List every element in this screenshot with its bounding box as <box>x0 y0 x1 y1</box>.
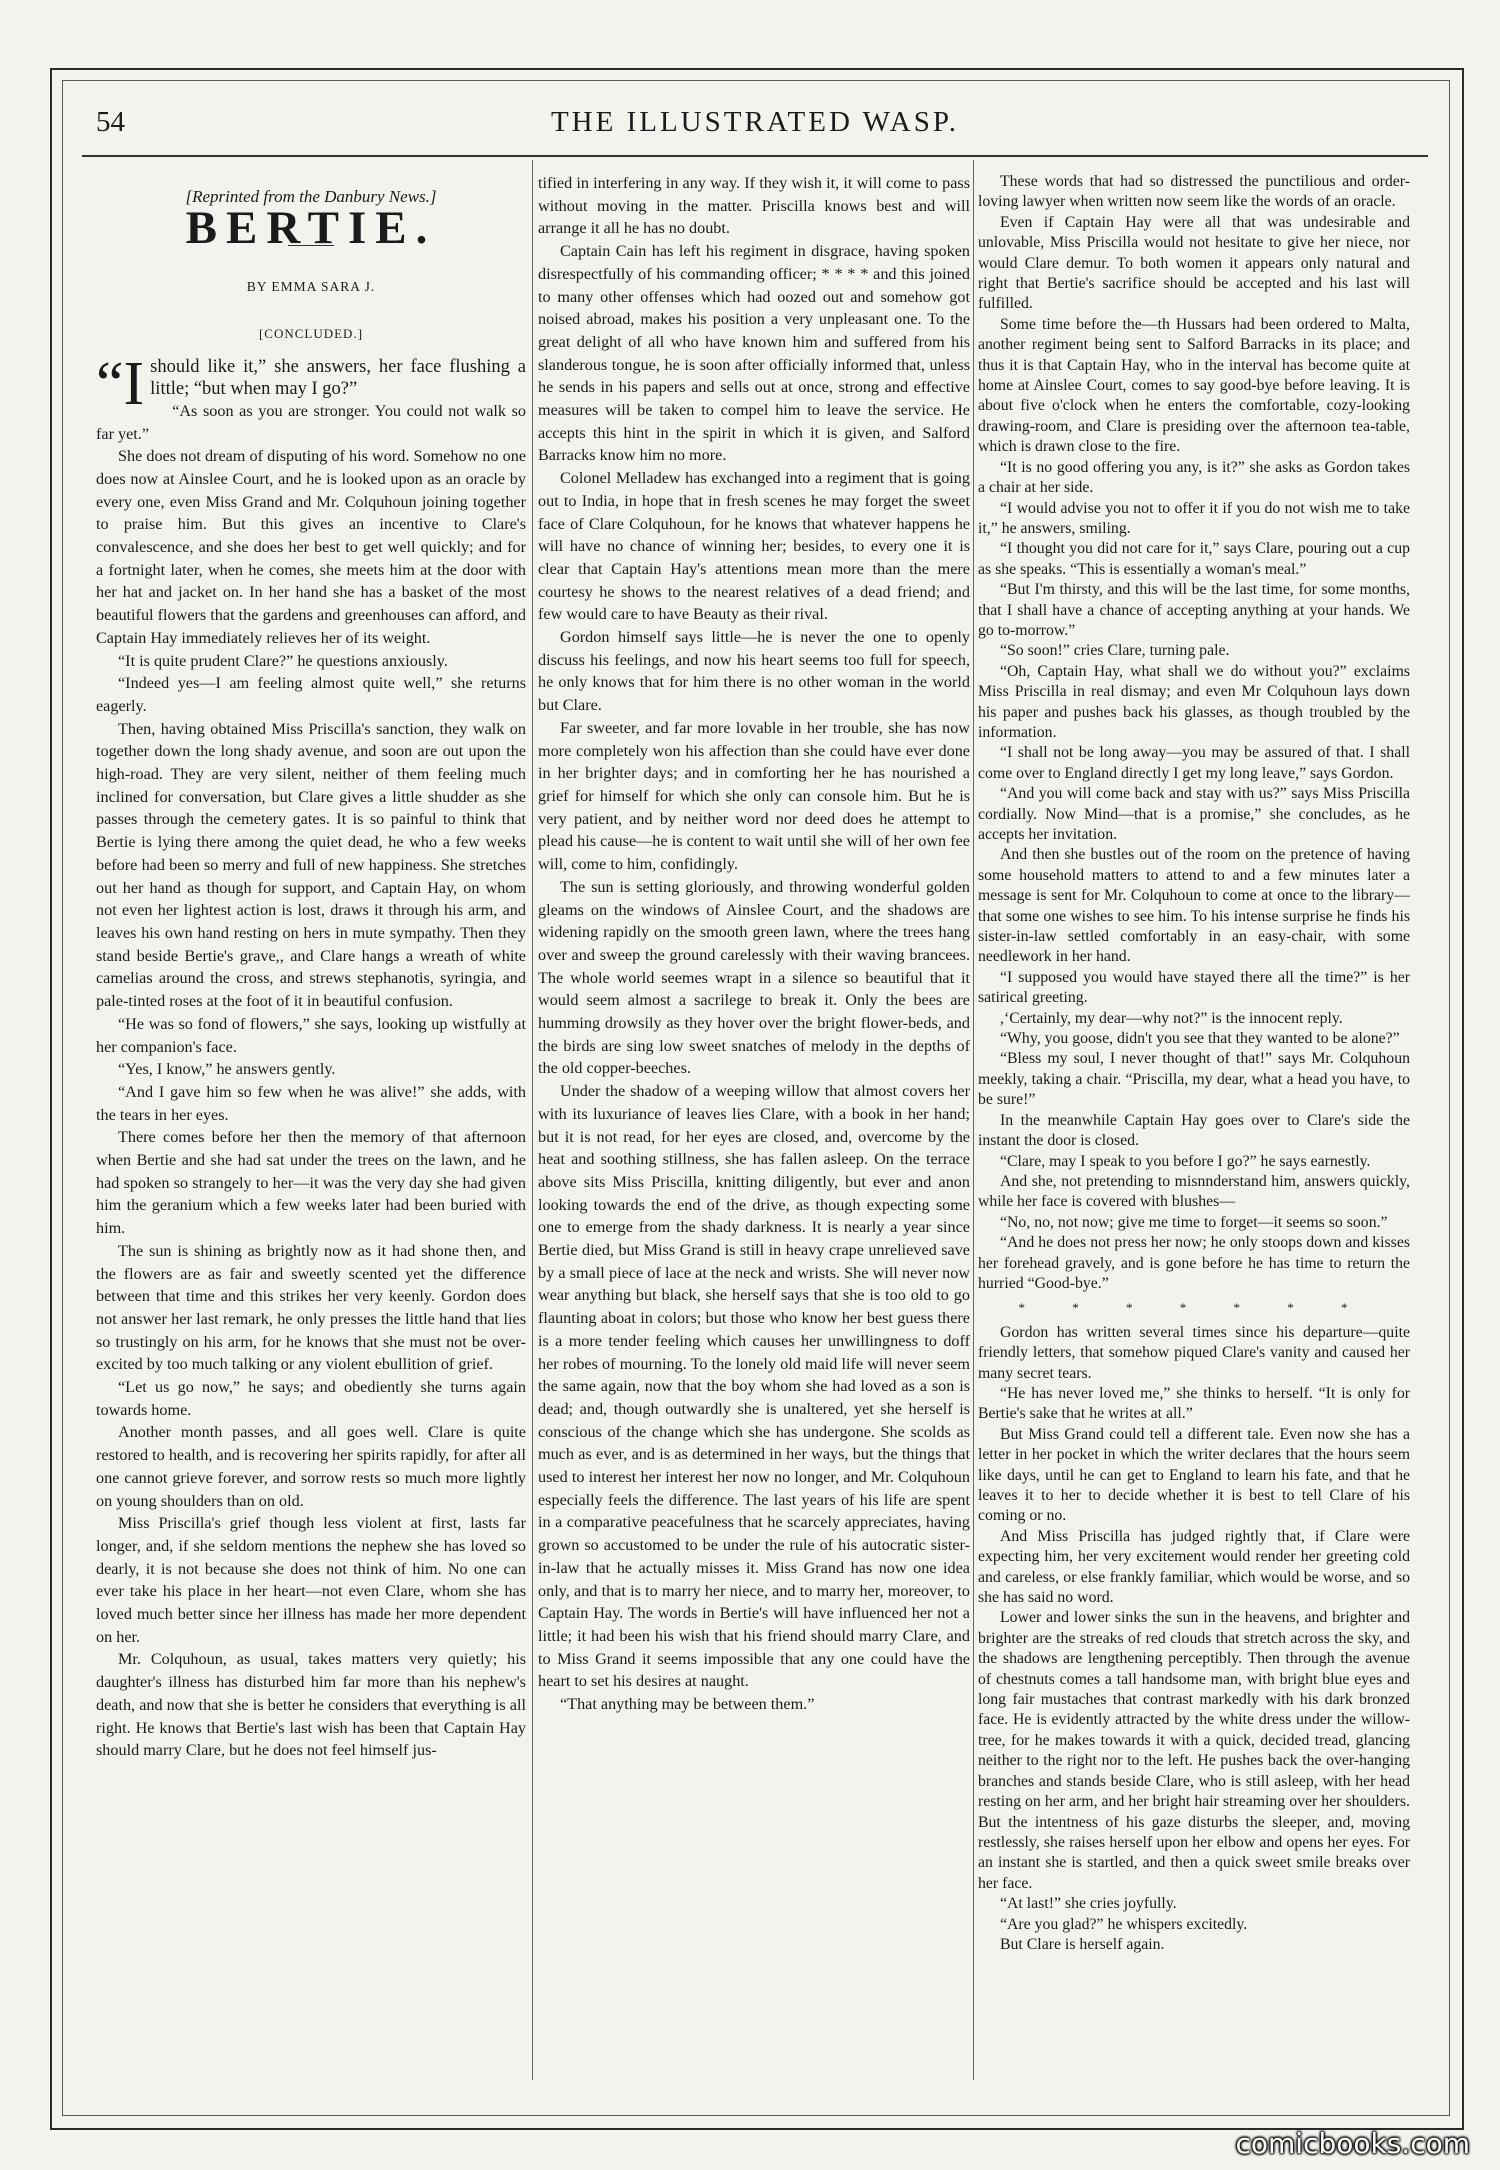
paragraph: Another month passes, and all goes well. Clare is quite restored to health, and is recovering her spirits rapidly, for after all one cannot grieve forever, and sorrow rests so much more lightly on young shoulders than on old. <box>96 1423 526 1510</box>
paragraph: “No, no, not now; give me time to forget—it seems so soon.” <box>1000 1213 1388 1231</box>
watermark: comicbooks.com <box>1235 2127 1470 2160</box>
paragraph: In the meanwhile Captain Hay goes over to Clare's side the instant the door is closed. <box>978 1111 1410 1150</box>
article-title: BERTIE. <box>185 201 437 254</box>
paragraph: “And he does not press her now; he only stoops down and kisses her forehead gravely, and is gone before he has time to return the hurried “Good-bye.” <box>978 1234 1410 1292</box>
paragraph: Gordon has written several times since his departure—quite friendly letters, that somehow piqued Clare's vanity and caused her many secret tears. <box>978 1323 1410 1382</box>
paragraph: The sun is setting gloriously, and throwing wonderful golden gleams on the windows of Ainslee Court, and the shadows are widening rapidly on the smooth green lawn, where the trees hang over and sweep the ground carelessly with their waving brancees. The whole world seemes wrapt in a silence so beautiful that it would seem almost a sacrilege to break it. Only the bees are humming drowsily as they hover over the bright flower-beds, and the birds are sing low sweet snatches of melody in the depths of the old copper-beeches. <box>538 877 970 1078</box>
reprint-note: [Reprinted from the Danbury News.] <box>185 187 437 206</box>
byline: BY EMMA SARA J. <box>246 279 376 295</box>
paragraph: “He has never loved me,” she thinks to herself. “It is only for Bertie's sake that he writes at all.” <box>978 1384 1410 1423</box>
paragraph: “And you will come back and stay with us?” says Miss Priscilla cordially. Now Mind—that is a promise,” she concludes, as he accepts her invitation. <box>978 785 1410 843</box>
paragraph: “It is no good offering you any, is it?” she asks as Gordon takes a chair at her side. <box>978 458 1410 497</box>
concluded-label: [CONCLUDED.] <box>258 326 364 342</box>
paragraph: tified in interfering in any way. If they wish it, it will come to pass without moving in the matter. Priscilla knows best and will arrange it all he has no doubt. <box>538 174 970 238</box>
paragraph: “Yes, I know,” he answers gently. <box>118 1060 336 1079</box>
article-column-1 <box>96 172 526 2077</box>
paragraph: And then she bustles out of the room on the pretence of having some household matters to attend to and a few minutes later a message is sent for Mr. Colquhoun to come at once to the library—that some one wishes to see him. To his intense surprise he finds his sister-in-law settled comfortably in an easy-chair, with some needlework in her hand. <box>978 846 1410 966</box>
column-divider <box>973 160 974 2080</box>
column-divider <box>532 160 533 2080</box>
article-column-2 <box>538 172 970 2077</box>
paragraph: “Bless my soul, I never thought of that!” says Mr. Colquhoun meekly, taking a chair. “Priscilla, my dear, what a head you have, to be sure!” <box>978 1050 1410 1109</box>
paragraph: “Indeed yes—I am feeling almost quite well,” she returns eagerly. <box>96 674 526 715</box>
paragraph: There comes before her then the memory of that afternoon when Bertie and she had sat under the trees on the lawn, and he had spoken so strangely to her—it was the very day she had given him the geranium which a few weeks later had been buried with him. <box>96 1128 526 1238</box>
paragraph: “He was so fond of flowers,” she says, looking up wistfully at her companion's face. <box>96 1014 526 1056</box>
paragraph: ,‘Certainly, my dear—why not?” is the innocent reply. <box>1000 1009 1343 1027</box>
paragraph: “Let us go now,” he says; and obediently she turns again towards home. <box>96 1378 526 1419</box>
article-column-3 <box>978 172 1410 2077</box>
opening-text: should like it,” she answers, her face flushing a little; “but when may I go?” <box>150 356 526 399</box>
masthead-title: THE ILLUSTRATED WASP. <box>550 106 960 138</box>
paragraph: Far sweeter, and far more lovable in her trouble, she has now more completely won his affection than she could have ever done in her brighter days; and in comforting her he has nourished a grief for himself for which she only can console him. But he is very patient, and by neither word nor deed does he attempt to plead his cause—he is content to wait until she will of her own fee will, come to him, confidingly. <box>538 718 970 874</box>
paragraph: Captain Cain has left his regiment in disgrace, having spoken disrespectfully of his commanding officer; * * * * and this joined to many other offenses which had oozed out and somehow got noised abroad, makes his position a very unpleasant one. To the great delight of all who have known him and suffered from his slanderous tongue, he is soon after officially informed that, unless he sends in his papers and sells out at once, strong and effective measures will be taken to compel him to leave the service. He accepts this hint in the spirit in which it is given, and Salford Barracks know him no more. <box>538 242 970 465</box>
paragraph: “As soon as you are stronger. You could not walk so far yet.” <box>96 401 526 443</box>
paragraph: “But I'm thirsty, and this will be the last time, for some months, that I shall have a chance of accepting anything at your hands. We go to-morrow.” <box>978 581 1410 639</box>
paragraph: But Clare is herself again. <box>1000 1935 1165 1953</box>
paragraph: “Clare, may I speak to you before I go?” he says earnestly. <box>1000 1152 1371 1170</box>
paragraph: “Why, you goose, didn't you see that they wanted to be alone?” <box>1000 1030 1400 1048</box>
paragraph: “I shall not be long away—you may be assured of that. I shall come over to England directly I get my long leave,” says Gordon. <box>978 744 1410 782</box>
paragraph: The sun is shining as brightly now as it had shone then, and the flowers are as fair and sweetly scented yet the difference between that time and this strikes her very keenly. Gordon does not answer her last remark, he only presses the little hand that lies so trustingly on his arm, for he knows that she must not be over-excited by too much talking or any violent ebullition of grief. <box>96 1241 526 1374</box>
paragraph: But Miss Grand could tell a different tale. Even now she has a letter in her pocket in which the writer declares that the hours seem like days, until he can get to England to learn his fate, and that he leaves it to her to decide whether it is best to tell Clare of his coming or no. <box>978 1425 1410 1525</box>
paragraph: She does not dream of disputing of his word. Somehow no one does now at Ainslee Court, and he is looked upon as an oracle by every one, even Miss Grand and Mr. Colquhoun joining together to praise him. But this gives an incentive to Clare's convalescence, and she does her best to get well quickly; and for a fortnight later, when he comes, she meets him at the door with her hat and jacket on. In her hand she has a basket of the most beautiful flowers that the gardens and greenhouses can afford, and Captain Hay immediately relieves her of its weight. <box>96 447 526 647</box>
paragraph: These words that had so distressed the punctilious and order-loving lawyer when written now seem like the words of an oracle. <box>978 173 1410 211</box>
paragraph: And she, not pretending to misnnderstand him, answers quickly, while her face is covered with blushes— <box>978 1172 1410 1211</box>
paragraph: Even if Captain Hay were all that was undesirable and unlovable, Miss Priscilla would not hesitate to give her niece, nor would Clare demur. To both women it appears only natural and right that Bertie's sacrifice should be accepted and his last will fulfilled. <box>978 213 1410 313</box>
paragraph: “I thought you did not care for it,” says Clare, pouring out a cup as she speaks. “This is essentially a woman's meal.” <box>978 540 1410 578</box>
paragraph: Then, having obtained Miss Priscilla's sanction, they walk on together down the long shady avenue, and soon are out upon the high-road. They are very silent, neither of them feeling much inclined for conversation, but Clare gives a little shudder as she passes through the cemetery gates. It is so painful to think that Bertie is lying there among the quiet dead, he who a few weeks before had been so merry and full of new happiness. She stretches out her hand as though for support, and Captain Hay, on whom not even her lightest action is lost, draws it through his arm, and leaves his own hand resting on hers in mute sympathy. Then they stand beside Bertie's grave,, and Clare hangs a wreath of white camelias around the cross, and strews stephanotis, syringia, and pale-tinted roses at the foot of it in beautiful confusion. <box>96 719 526 1011</box>
section-break-stars: * * * * * * * <box>1018 1300 1370 1316</box>
paragraph: “I would advise you not to offer it if you do not wish me to take it,” he answers, smiling. <box>978 499 1410 537</box>
paragraph: “So soon!” cries Clare, turning pale. <box>1000 642 1230 660</box>
paragraph: Lower and lower sinks the sun in the heavens, and brighter and brighter are the streaks of red clouds that stretch across the sky, and the shadows are lengthening perceptibly. Then through the avenue of chestnuts comes a tall handsome man, with bright blue eyes and long fair mustaches that contrast markedly with his dark bronzed face. He is evidently attracted by the white dress under the willow-tree, for he makes towards it with a quick, decided tread, glancing neither to the right nor to the left. He pushes back the over-hanging branches and stands beside Clare, who is still asleep, with her head resting on her arm, and her bright hair streaming over her shoulders. But the intentness of his gaze disturbs the sleeper, and, moving restlessly, she raises herself upon her elbow and opens her eyes. For an instant she is startled, and then a quick sweet smile breaks over her face. <box>978 1609 1410 1892</box>
paragraph: “I supposed you would have stayed there all the time?” is her satirical greeting. <box>978 968 1410 1007</box>
page-header <box>62 92 1448 152</box>
drop-cap: “I <box>96 349 145 418</box>
opening-paragraph <box>96 349 526 418</box>
paragraph: Under the shadow of a weeping willow that almost covers her with its luxuriance of leaves lies Clare, with a book in her hand; but it is not read, for her eyes are closed, and, overcome by the heat and soothing stillness, she has fallen asleep. On the terrace above sits Miss Priscilla, knitting diligently, but ever and anon looking towards the end of the drive, as though expecting some one to emerge from the shady darkness. It is nearly a year since Bertie died, but Miss Grand is still in heavy crape unrelieved save by a small piece of lace at the neck and wrists. She will never now wear anything but black, she herself says that she is too old to go flaunting aboat in colors; but those who know her best guess there is a more tender feeling which causes her unwillingness to doff her robes of mourning. To the lonely old maid life will never seem the same again, now that the boy whom she had loved as a son is dead; and, though outwardly she is unaltered, yet she herself is conscious of the change which she has undergone. She scolds as much as ever, and is as determined in her ways, but the things that used to interest her interest her now no longer, and Mr. Colquhoun especially feels the difference. The last years of his life are spent in a comparative peacefulness that he scarcely appreciates, having grown so accustomed to be under the rule of his autocratic sister-in-law that he actually misses it. Miss Grand has now one idea only, and that is to marry her niece, and to marry her, moreover, to Captain Hay. The words in Bertie's will have influenced her not a little; it had been his wish that his friend should marry Clare, and to Miss Grand it seems impossible that any one could have the heart to set his desires at naught. <box>538 1082 970 1691</box>
page-number: 54 <box>96 106 125 138</box>
paragraph: “It is quite prudent Clare?” he questions anxiously. <box>118 651 448 670</box>
paragraph: Gordon himself says little—he is never the one to openly discuss his feelings, and now his heart seems too full for speech, he only knows that for him there is no other woman in the world but Clare. <box>538 628 970 715</box>
header-rule <box>82 155 1428 157</box>
paragraph: “Are you glad?” he whispers excitedly. <box>1000 1915 1248 1933</box>
paragraph: “Oh, Captain Hay, what shall we do without you?” exclaims Miss Priscilla in real dismay; and even Mr Colquhoun lays down his paper and pushes back his glasses, as though troubled by the information. <box>978 662 1410 741</box>
paragraph: Some time before the—th Hussars had been ordered to Malta, another regiment being sent to Salford Barracks in its place; and thus it is that Captain Hay, who in the interval has become quite at home at Ainslee Court, comes to say good-bye before leaving. It is about five o'clock when he enters the comfortable, cozy-looking drawing-room, and Clare is presiding over the afternoon tea-table, which is drawn close to the fire. <box>978 315 1410 456</box>
paragraph: “At last!” she cries joyfully. <box>1000 1895 1177 1913</box>
paragraph: “That anything may be between them.” <box>560 1695 815 1714</box>
paragraph: And Miss Priscilla has judged rightly that, if Clare were expecting him, her very excitement would render her greeting cold and careless, or else frankly familiar, which would be worse, and so she has said no word. <box>978 1527 1410 1607</box>
paragraph: “And I gave him so few when he was alive!” she adds, with the tears in her eyes. <box>96 1082 526 1124</box>
paragraph: Miss Priscilla's grief though less violent at first, lasts far longer, and, if she seldom mentions the nephew she has loved so dearly, it is not because she does not think of him. No one can ever take his place in her heart—not even Clare, whom she has loved much better since her illness has made her more dependent on her. <box>96 1514 526 1646</box>
paragraph: Mr. Colquhoun, as usual, takes matters very quietly; his daughter's illness has disturbed him far more than his nephew's death, and now that she is better he considers that everything is all right. He knows that Bertie's last wish has been that Captain Hay should marry Clare, but he does not feel himself jus- <box>96 1650 526 1760</box>
paragraph: Colonel Melladew has exchanged into a regiment that is going out to India, in hope that in fresh scenes he may forget the sweet face of Clare Colquhoun, for he knows that whatever happens he will have no chance of winning her; besides, to every one it is clear that Captain Hay's attentions mean more than the mere courtesy he shows to the nearest relatives of a dead friend; and few would care to have Beauty as their rival. <box>538 469 970 624</box>
